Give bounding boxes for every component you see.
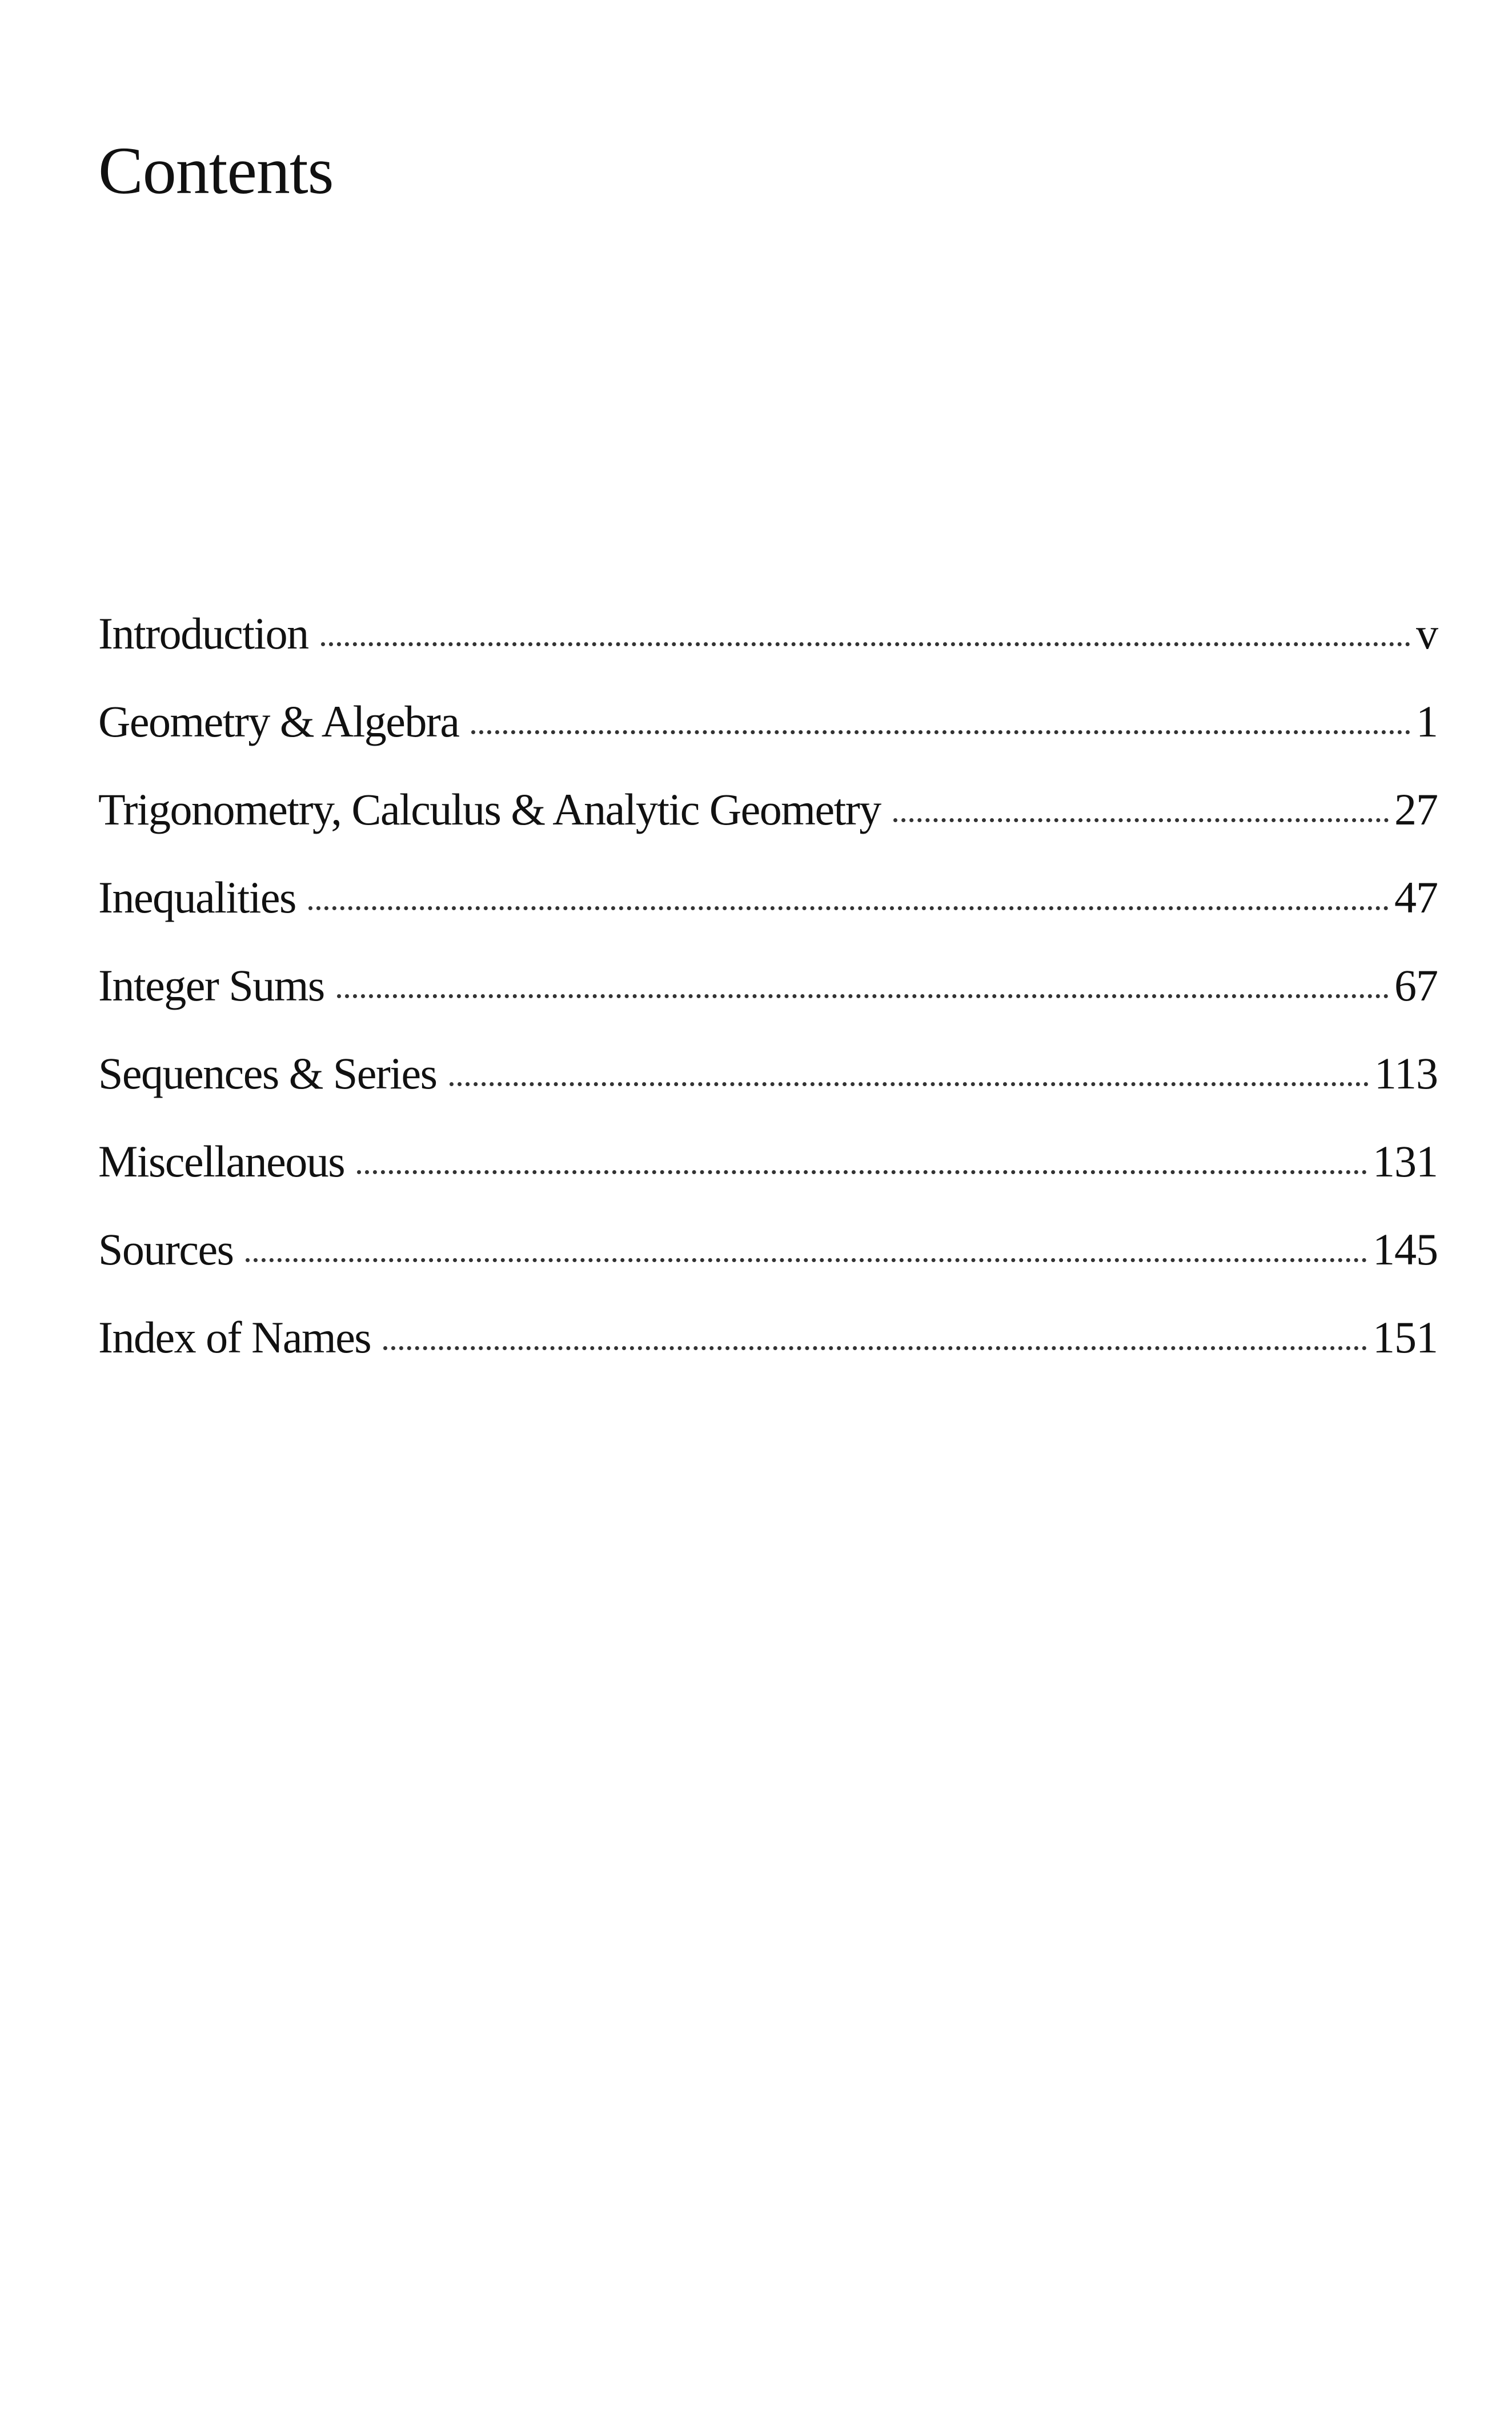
dot-leader (471, 730, 1410, 734)
toc-entry-page: 113 (1374, 1048, 1438, 1098)
toc-entry-miscellaneous[interactable] (98, 1136, 1438, 1227)
toc-entry-title: Trigonometry, Calculus & Analytic Geometry (98, 784, 881, 834)
toc-entry-title: Introduction (98, 608, 308, 658)
dot-leader (246, 1258, 1367, 1262)
toc-entry-page: 151 (1373, 1312, 1438, 1362)
toc-entry-title: Integer Sums (98, 960, 324, 1010)
toc-entry-sources[interactable] (98, 1224, 1438, 1315)
toc-entry-title: Sources (98, 1224, 234, 1274)
toc-entry-geometry-algebra[interactable] (98, 696, 1438, 787)
table-of-contents (98, 608, 1438, 1403)
toc-entry-title: Inequalities (98, 872, 296, 922)
toc-entry-title: Miscellaneous (98, 1136, 345, 1186)
dot-leader (337, 994, 1389, 998)
toc-entry-integer-sums[interactable] (98, 960, 1438, 1051)
dot-leader (321, 642, 1410, 646)
dot-leader (357, 1170, 1367, 1174)
toc-entry-page: 47 (1394, 872, 1438, 922)
toc-entry-page: 67 (1394, 960, 1438, 1010)
page-title: Contents (98, 133, 334, 208)
toc-entry-page: 145 (1373, 1224, 1438, 1274)
toc-entry-title: Geometry & Algebra (98, 696, 459, 746)
toc-entry-title: Index of Names (98, 1312, 371, 1362)
toc-entry-index-of-names[interactable] (98, 1312, 1438, 1403)
toc-entry-title: Sequences & Series (98, 1048, 437, 1098)
dot-leader (450, 1082, 1369, 1086)
toc-entry-introduction[interactable] (98, 608, 1438, 699)
dot-leader (383, 1346, 1367, 1350)
toc-entry-page: v (1416, 608, 1438, 658)
toc-entry-trigonometry[interactable] (98, 784, 1438, 875)
dot-leader (308, 906, 1389, 910)
dot-leader (893, 818, 1389, 822)
toc-entry-sequences-series[interactable] (98, 1048, 1438, 1139)
toc-entry-inequalities[interactable] (98, 872, 1438, 963)
toc-entry-page: 131 (1373, 1136, 1438, 1186)
toc-entry-page: 1 (1416, 696, 1438, 746)
toc-entry-page: 27 (1394, 784, 1438, 834)
